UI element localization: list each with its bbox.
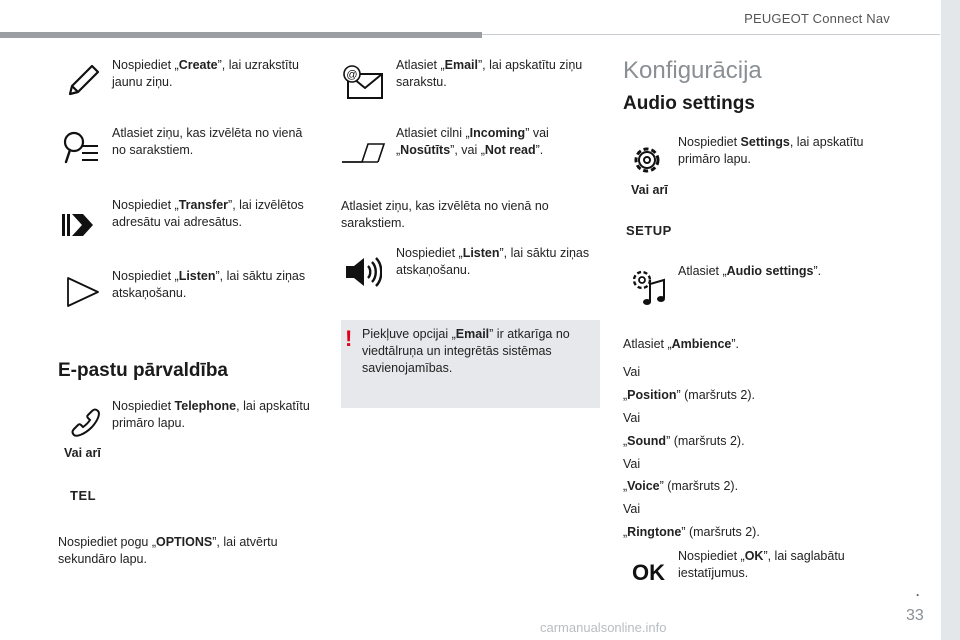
- create-instruction: Nospiediet „Create”, lai uzrakstītu jaunu ziņu.: [112, 58, 299, 89]
- note-text: Piekļuve opcijai „Email” ir atkarīga no viedtālruņa un integrētās sistēmas savienojamības.: [362, 327, 570, 375]
- right-margin-bar: [941, 0, 960, 640]
- page-marker: .: [916, 585, 920, 599]
- transfer-icon: [60, 205, 100, 245]
- speaker-icon: [342, 252, 382, 292]
- tab-instruction: Atlasiet cilni „Incoming” vai „Nosūtīts”, vai „Not read”.: [396, 126, 549, 157]
- warning-icon: !: [345, 326, 353, 351]
- options-instruction: Nospiediet pogu „OPTIONS”, lai atvērtu sekundāro lapu.: [58, 535, 278, 566]
- or-text-3: Vai: [623, 457, 641, 471]
- or-label-2: Vai arī: [631, 183, 668, 197]
- select-message-instruction: Atlasiet ziņu, kas izvēlēta no vienā no sarakstiem.: [112, 126, 303, 157]
- top-thin-rule: [482, 34, 940, 35]
- pencil-icon: [62, 60, 102, 100]
- top-rule: [0, 32, 482, 38]
- or-label-1: Vai arī: [64, 446, 101, 460]
- sound-option: „Sound” (maršruts 2).: [623, 434, 745, 448]
- audio-settings-heading: Audio settings: [623, 93, 755, 114]
- listen-instruction: Nospiediet „Listen”, lai sāktu ziņas atskaņošanu.: [112, 269, 306, 300]
- or-text-1: Vai: [623, 365, 641, 379]
- or-text-4: Vai: [623, 502, 641, 516]
- search-list-icon: [60, 128, 100, 168]
- ringtone-option: „Ringtone” (maršruts 2).: [623, 525, 760, 539]
- play-icon: [62, 272, 102, 312]
- tab-icon: [340, 138, 386, 168]
- email-management-heading: E-pastu pārvaldība: [58, 360, 228, 381]
- page-header: PEUGEOT Connect Nav: [744, 11, 890, 26]
- transfer-instruction: Nospiediet „Transfer”, lai izvēlētos adresātu vai adresātus.: [112, 198, 304, 229]
- gear-music-icon: [630, 268, 670, 308]
- phone-icon: [68, 405, 104, 441]
- audio-settings-instruction: Atlasiet „Audio settings”.: [678, 264, 822, 278]
- telephone-instruction: Nospiediet Telephone, lai apskatītu primāro lapu.: [112, 399, 310, 430]
- tel-button-label: TEL: [70, 488, 97, 503]
- ambience-instruction: Atlasiet „Ambience”.: [623, 337, 740, 351]
- voice-option: „Voice” (maršruts 2).: [623, 479, 739, 493]
- email-icon: [340, 62, 386, 102]
- watermark: carmanualsonline.info: [540, 620, 667, 635]
- svg-text:@: @: [346, 69, 358, 81]
- or-text-2: Vai: [623, 411, 641, 425]
- position-option: „Position” (maršruts 2).: [623, 388, 755, 402]
- section-title: Konfigurācija: [623, 57, 762, 84]
- listen-instruction-2: Nospiediet „Listen”, lai sāktu ziņas atskaņošanu.: [396, 246, 590, 277]
- settings-instruction: Nospiediet Settings, lai apskatītu primāro lapu.: [678, 135, 864, 166]
- ok-instruction: Nospiediet „OK”, lai saglabātu iestatījumus.: [678, 549, 845, 580]
- ok-button-label: OK: [632, 560, 665, 585]
- email-instruction: Atlasiet „Email”, lai apskatītu ziņu sarakstu.: [396, 58, 583, 89]
- setup-button-label: SETUP: [626, 223, 672, 238]
- page-number: 33: [906, 607, 924, 624]
- gear-icon: [630, 143, 664, 177]
- select-message-text: Atlasiet ziņu, kas izvēlēta no vienā no sarakstiem.: [341, 199, 549, 230]
